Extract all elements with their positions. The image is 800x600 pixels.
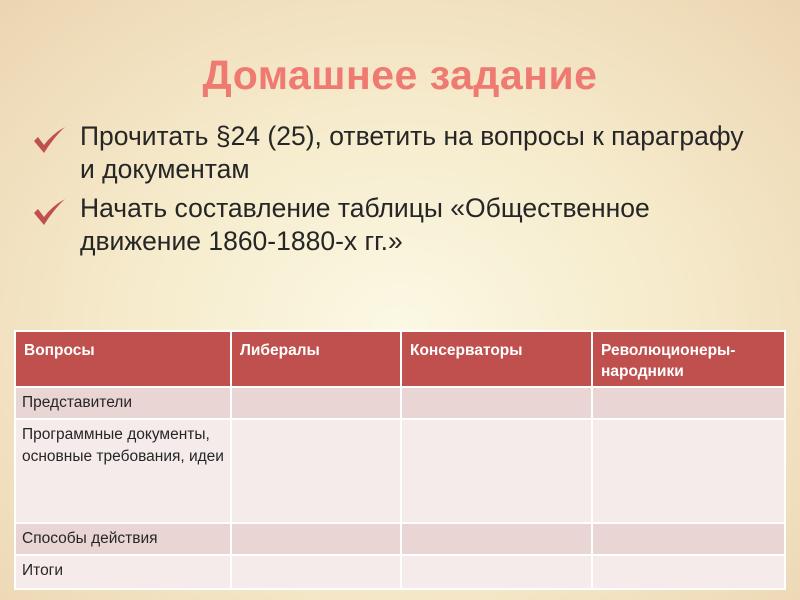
- row-label: Итоги: [15, 555, 231, 589]
- bullet-item: [30, 192, 750, 258]
- table-cell: [401, 419, 592, 523]
- table-cell: [401, 523, 592, 555]
- table-cell: [592, 555, 785, 589]
- row-label: Представители: [15, 387, 231, 419]
- slide-title: Домашнее задание: [202, 52, 598, 98]
- table-cell: [231, 419, 401, 523]
- table-row: [15, 419, 785, 523]
- assignment-table: [14, 330, 786, 590]
- table-row: [15, 523, 785, 555]
- header-revolutionaries: Революционеры-народники: [592, 331, 785, 387]
- table-cell: [231, 523, 401, 555]
- table-cell: [592, 523, 785, 555]
- header-questions: Вопросы: [15, 331, 231, 387]
- table-cell: [592, 387, 785, 419]
- table-row: [15, 387, 785, 419]
- bullet-text: Начать составление таблицы «Общественное движение 1860-1880-х гг.»: [80, 193, 650, 256]
- table-cell: [401, 555, 592, 589]
- table-cell: [401, 387, 592, 419]
- row-label: Способы действия: [15, 523, 231, 555]
- table-row: [15, 555, 785, 589]
- bullet-text: Прочитать §24 (25), ответить на вопросы к параграфу и документам: [80, 121, 744, 184]
- checkmark-icon: [32, 126, 66, 154]
- table-cell: [592, 419, 785, 523]
- table-header-row: [15, 331, 785, 387]
- checkmark-icon: [32, 198, 66, 226]
- table-cell: [231, 387, 401, 419]
- table-cell: [231, 555, 401, 589]
- bullet-list: [30, 120, 750, 264]
- row-label: Программные документы, основные требования, идеи: [15, 419, 231, 523]
- header-conservatives: Консерваторы: [401, 331, 592, 387]
- bullet-item: [30, 120, 750, 186]
- header-liberals: Либералы: [231, 331, 401, 387]
